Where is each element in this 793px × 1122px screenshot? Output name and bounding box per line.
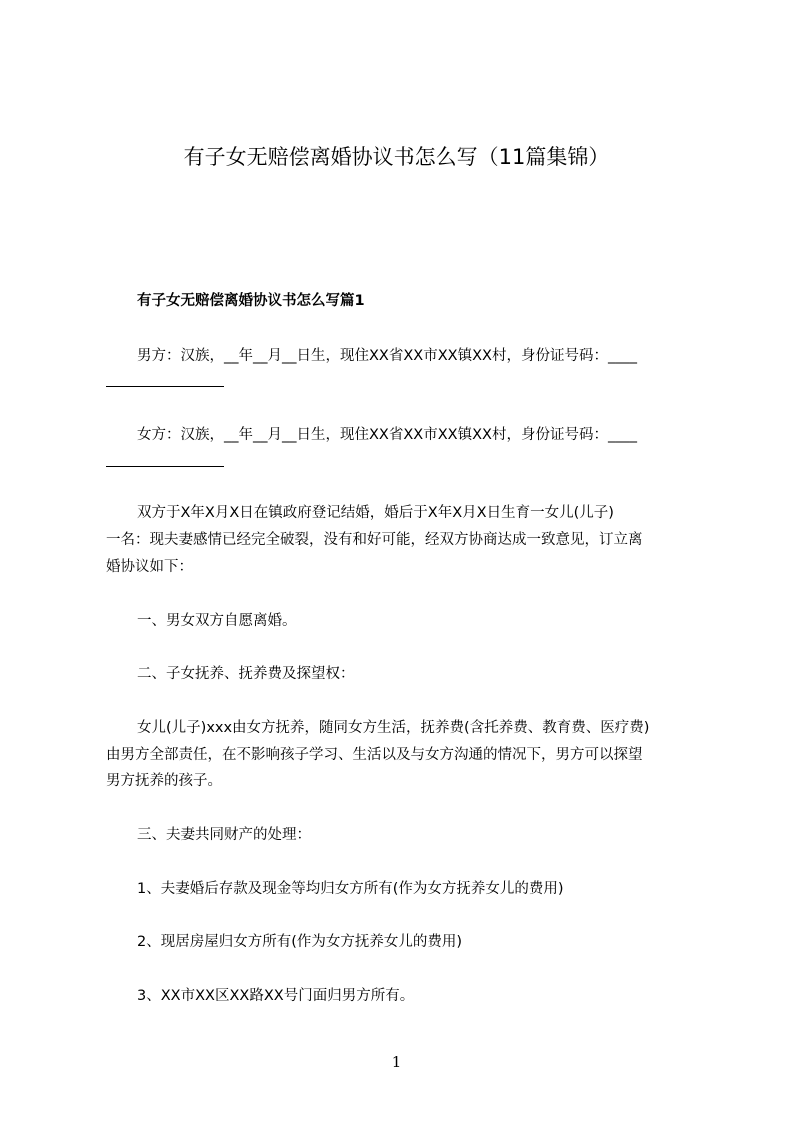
- male-party-line: 男方：汉族，__年__月__日生，现住XX省XX市XX镇XX村，身份证号码：____: [137, 348, 637, 364]
- clause-heading: 二、子女抚养、抚养费及探望权：: [137, 666, 355, 682]
- female-party-line: 女方：汉族，__年__月__日生，现住XX省XX市XX镇XX村，身份证号码：____: [137, 427, 637, 443]
- custody-line: 男方抚养的孩子。: [106, 773, 222, 789]
- page-number: 1: [391, 1053, 402, 1071]
- intro-line: 婚协议如下：: [106, 559, 193, 575]
- property-item: 1、夫妻婚后存款及现金等均归女方所有(作为女方抚养女儿的费用): [137, 881, 564, 897]
- property-item: 2、现居房屋归女方所有(作为女方抚养女儿的费用): [137, 934, 463, 950]
- custody-line: 由男方全部责任，在不影响孩子学习、生活以及与女方沟通的情况下，男方可以探望: [106, 747, 643, 763]
- id-number-underline: [106, 466, 224, 467]
- clause-heading: 三、夫妻共同财产的处理：: [137, 827, 311, 843]
- document-title: 有子女无赔偿离婚协议书怎么写（11篇集锦）: [183, 145, 610, 169]
- property-item: 3、XX市XX区XX路XX号门面归男方所有。: [137, 988, 415, 1004]
- intro-line: 双方于X年X月X日在镇政府登记结婚，婚后于X年X月X日生育一女儿(儿子): [137, 505, 614, 521]
- intro-line: 一名：现夫妻感情已经完全破裂，没有和好可能，经双方协商达成一致意见，订立离: [106, 532, 643, 548]
- clause-heading: 一、男女双方自愿离婚。: [137, 613, 297, 629]
- custody-line: 女儿(儿子)xxx由女方抚养，随同女方生活，抚养费(含托养费、教育费、医疗费): [137, 720, 650, 736]
- id-number-underline: [106, 386, 224, 387]
- section-heading: 有子女无赔偿离婚协议书怎么写篇1: [137, 293, 365, 309]
